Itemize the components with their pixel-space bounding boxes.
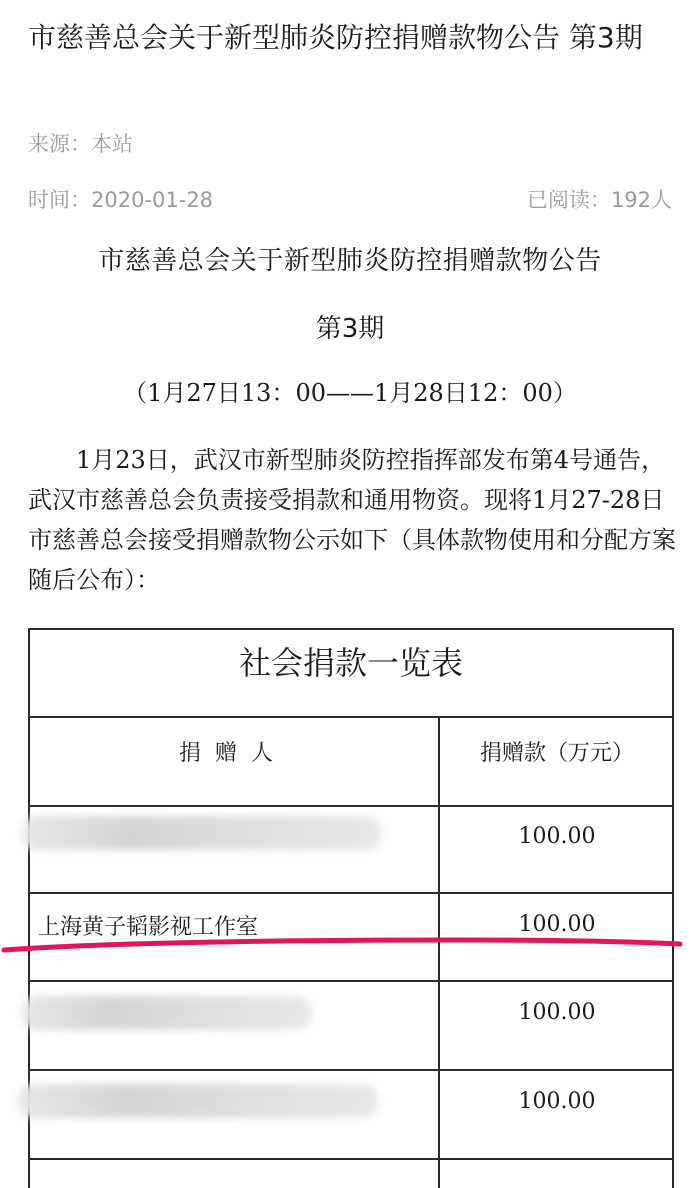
table-cell-donor: 上海黄子韬影视工作室 bbox=[38, 915, 259, 940]
table-cell-amount: 100.00 bbox=[518, 1000, 596, 1025]
redacted-donor-name bbox=[22, 816, 382, 850]
table-divider bbox=[28, 892, 674, 894]
article-source: 来源：本站 bbox=[28, 132, 133, 156]
document-time-range: （1月27日13：00——1月28日12：00） bbox=[123, 379, 577, 407]
table-cell-amount: 100.00 bbox=[518, 912, 596, 937]
redacted-donor-name bbox=[18, 1084, 378, 1118]
table-divider bbox=[28, 805, 674, 807]
donation-table bbox=[28, 628, 674, 1188]
table-divider bbox=[28, 1069, 674, 1071]
table-cell-amount: 100.00 bbox=[518, 824, 596, 849]
column-header-amount: 捐赠款（万元） bbox=[479, 741, 634, 766]
read-count: 已阅读：192人 bbox=[526, 188, 672, 212]
article-time: 时间：2020-01-28 bbox=[28, 188, 214, 212]
document-paragraph: 1月23日，武汉市新型肺炎防控指挥部发布第4号通告，武汉市慈善总会负责接受捐款和通用物资。现将1月27-28日市慈善总会接受捐赠款物公示如下（具体款物使用和分配方案随后公布）： bbox=[28, 446, 676, 594]
redacted-donor-name bbox=[22, 996, 312, 1030]
table-title: 社会捐款一览表 bbox=[238, 644, 463, 682]
column-header-donor: 捐赠人 bbox=[178, 741, 287, 766]
document-issue: 第3期 bbox=[315, 314, 385, 344]
table-divider bbox=[28, 980, 674, 982]
table-cell-amount: 100.00 bbox=[518, 1089, 596, 1114]
highlight-underline bbox=[0, 930, 700, 970]
table-border-top bbox=[28, 628, 674, 630]
table-divider bbox=[28, 716, 674, 718]
table-divider bbox=[28, 1158, 674, 1160]
document-heading: 市慈善总会关于新型肺炎防控捐赠款物公告 bbox=[98, 246, 602, 276]
article-title: 市慈善总会关于新型肺炎防控捐赠款物公告 第3期 bbox=[28, 21, 643, 54]
